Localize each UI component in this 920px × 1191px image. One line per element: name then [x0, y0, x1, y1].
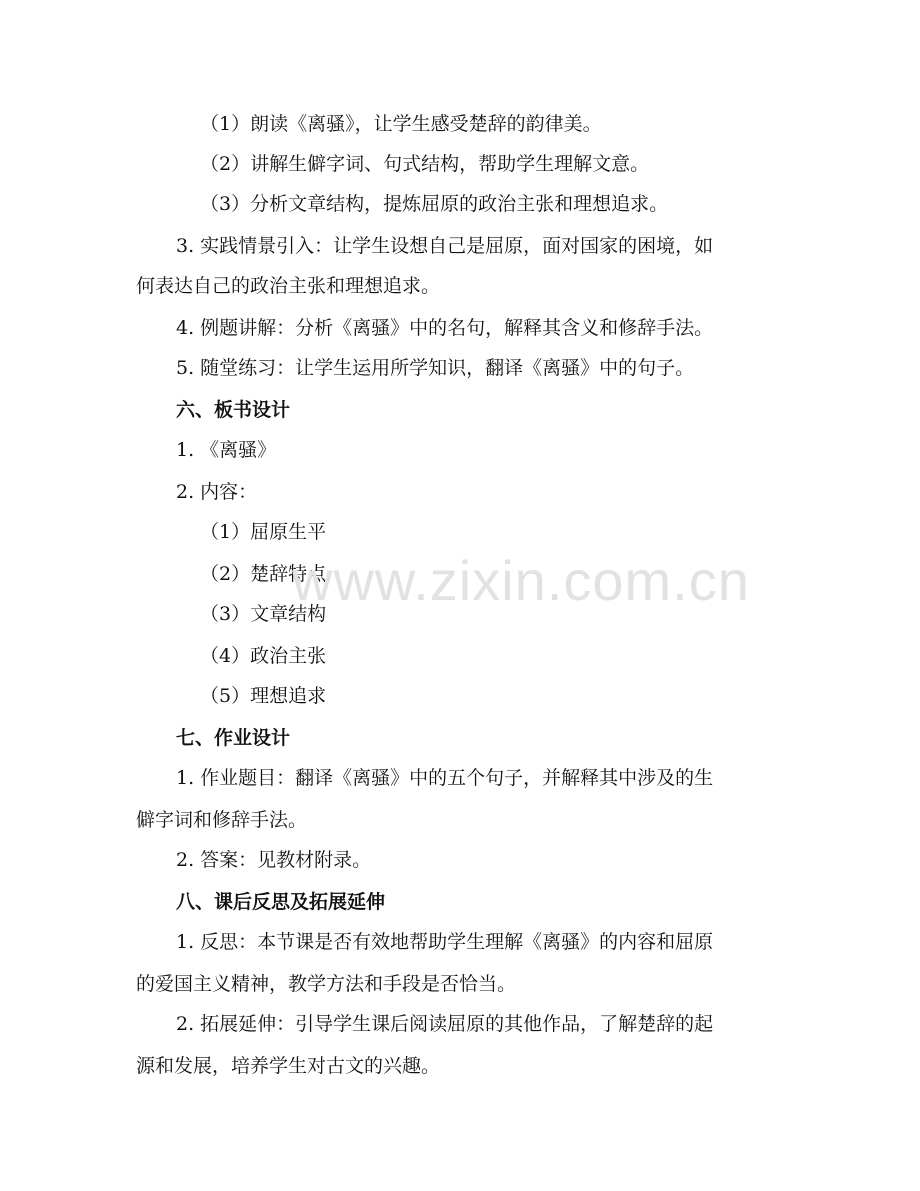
- board-sub-2: （2）楚辞特点: [200, 563, 327, 585]
- heading-board-design: 六、板书设计: [176, 399, 291, 421]
- heading-reflection: 八、课后反思及拓展延伸: [176, 891, 386, 913]
- step-3-line-2: 何表达自己的政治主张和理想追求。: [136, 275, 441, 297]
- board-sub-5: （5）理想追求: [200, 685, 327, 707]
- step-sub-3: （3）分析文章结构，提炼屈原的政治主张和理想追求。: [200, 193, 669, 215]
- homework-1-line-2: 僻字词和修辞手法。: [136, 809, 308, 831]
- homework-1-line-1: 1. 作业题目：翻译《离骚》中的五个句子，并解释其中涉及的生: [176, 767, 714, 789]
- reflection-1-line-1: 1. 反思：本节课是否有效地帮助学生理解《离骚》的内容和屈原: [176, 931, 714, 953]
- homework-2: 2. 答案：见教材附录。: [176, 849, 372, 871]
- heading-homework: 七、作业设计: [176, 727, 291, 749]
- reflection-1-line-2: 的爱国主义精神，教学方法和手段是否恰当。: [136, 973, 517, 995]
- board-sub-3: （3）文章结构: [200, 603, 327, 625]
- step-4: 4. 例题讲解：分析《离骚》中的名句，解释其含义和修辞手法。: [176, 317, 714, 339]
- step-sub-1: （1）朗读《离骚》，让学生感受楚辞的韵律美。: [200, 113, 602, 135]
- board-item-2: 2. 内容：: [176, 481, 258, 503]
- board-sub-4: （4）政治主张: [200, 645, 327, 667]
- reflection-2-line-1: 2. 拓展延伸：引导学生课后阅读屈原的其他作品，了解楚辞的起: [176, 1013, 714, 1035]
- step-3-line-1: 3. 实践情景引入：让学生设想自己是屈原，面对国家的困境，如: [176, 235, 714, 257]
- reflection-2-line-2: 源和发展，培养学生对古文的兴趣。: [136, 1055, 441, 1077]
- board-item-1: 1. 《离骚》: [176, 439, 277, 461]
- step-5: 5. 随堂练习：让学生运用所学知识，翻译《离骚》中的句子。: [176, 357, 695, 379]
- step-sub-2: （2）讲解生僻字词、句式结构，帮助学生理解文意。: [200, 153, 650, 175]
- watermark: www.zixin.com.cn: [292, 549, 750, 612]
- board-sub-1: （1）屈原生平: [200, 521, 327, 543]
